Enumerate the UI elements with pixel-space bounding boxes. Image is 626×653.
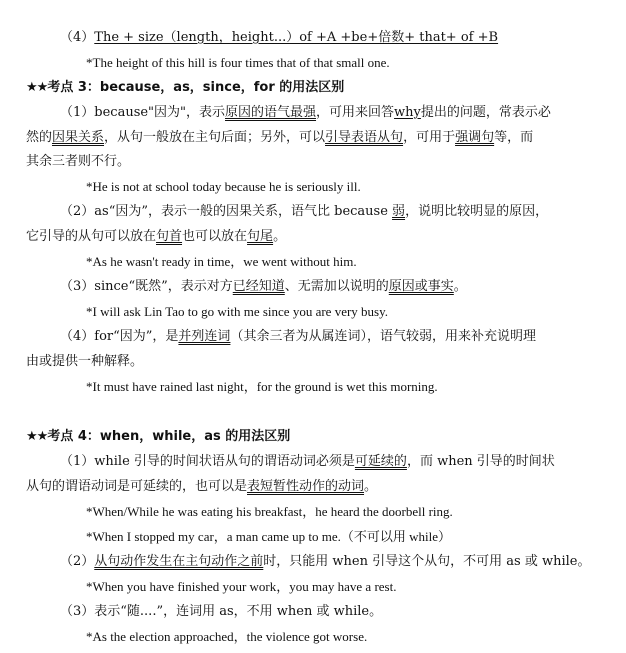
formula-text: The + size（length，height...）of +A +be+倍数+ that+ of +B: [94, 30, 499, 45]
example-sentence: *As he wasn't ready in time，we went without him.: [86, 254, 357, 269]
text-run: 等，而: [494, 130, 534, 145]
section-heading-4: [26, 427, 290, 447]
underlined-term: why: [394, 105, 421, 120]
heading-text: 考点 3：because，as，since，for 的用法区别: [47, 80, 345, 95]
example-sentence: *I will ask Lin Tao to go with me since you are very busy.: [86, 304, 389, 319]
text-run: 它引导的从句可以放在: [26, 229, 157, 244]
text-run: （3）since“既然”，表示对方: [60, 279, 233, 294]
underlined-term: 可延续的: [354, 454, 407, 469]
text-run: 从句的谓语动词是可延续的，也可以是: [26, 479, 248, 494]
underlined-term: 从句动作发生在主句动作之前: [94, 554, 264, 569]
text-run: 然的: [26, 130, 53, 145]
text-run: （2）as“因为”，表示一般的因果关系，语气比 because: [60, 204, 393, 219]
text-run: ，可用于: [403, 130, 456, 145]
underlined-term: 引导表语从句: [325, 130, 404, 145]
text-run: 。: [453, 279, 467, 294]
text-run: （1）because"因为"，表示: [60, 105, 226, 120]
section-heading-3: [26, 78, 344, 98]
text-run: 提出的问题，常表示必: [420, 105, 551, 120]
text-run: （其余三者为从属连词），语气较弱，用来补充说明理: [230, 329, 536, 344]
paragraph-line: [60, 277, 467, 297]
star-icon: ★★: [26, 429, 48, 444]
underlined-term: 表短暂性动作的动词: [247, 479, 365, 494]
paragraph-line: [26, 477, 377, 497]
text-run: 也可以放在: [182, 229, 248, 244]
example-sentence: *He is not at school today because he is seriously ill.: [86, 179, 361, 194]
text-run: 。: [273, 229, 287, 244]
text-run: 、无需加以说明的: [284, 279, 389, 294]
example-sentence: *When/While he was eating his breakfast，he heard the doorbell ring.: [86, 504, 453, 519]
paragraph-line: [60, 103, 551, 123]
paragraph-line: [26, 128, 533, 148]
example-sentence: *As the election approached，the violence got worse.: [86, 629, 368, 644]
star-icon: ★★: [26, 80, 48, 95]
item-number: （4）: [60, 30, 95, 45]
underlined-term: 弱: [392, 204, 406, 219]
example-sentence: *It must have rained last night，for the ground is wet this morning.: [86, 379, 438, 394]
underlined-term: 句尾: [247, 229, 274, 244]
underlined-term: 并列连词: [178, 329, 231, 344]
paragraph-line: 其余三者则不行。: [26, 154, 131, 169]
paragraph-line: [60, 452, 555, 472]
underlined-term: 原因或事实: [388, 279, 454, 294]
paragraph-line: [60, 327, 536, 347]
example-sentence: *When you have finished your work，you may have a rest.: [86, 579, 397, 594]
text-run: （2）: [60, 554, 95, 569]
underlined-term: 强调句: [455, 130, 495, 145]
paragraph-line: 由或提供一种解释。: [26, 354, 144, 369]
text-run: （4）for“因为”，是: [60, 329, 179, 344]
text-run: 时，只能用 when 引导这个从句，不可用 as 或 while。: [263, 554, 591, 569]
paragraph-line: （3）表示“随....”，连词用 as，不用 when 或 while。: [60, 604, 383, 619]
paragraph-line: [26, 227, 286, 247]
text-run: ，从句一般放在主句后面；另外，可以: [104, 130, 326, 145]
text-run: ，可用来回答: [316, 105, 395, 120]
example-sentence: *When I stopped my car，a man came up to me.（不可以用 while）: [86, 529, 451, 544]
text-run: 。: [364, 479, 378, 494]
text-run: （1）while 引导的时间状语从句的谓语动词必须是: [60, 454, 355, 469]
paragraph-line: [60, 202, 548, 222]
underlined-term: 句首: [156, 229, 183, 244]
formula-line: [60, 28, 498, 48]
text-run: ，说明比较明显的原因，: [405, 204, 549, 219]
underlined-term: 因果关系: [52, 130, 105, 145]
heading-text: 考点 4：when，while，as 的用法区别: [47, 429, 291, 444]
underlined-term: 已经知道: [232, 279, 285, 294]
text-run: ，而 when 引导的时间状: [406, 454, 555, 469]
example-sentence: *The height of this hill is four times that of that small one.: [86, 55, 390, 70]
underlined-term: 原因的语气最强: [225, 105, 317, 120]
paragraph-line: [60, 552, 590, 572]
